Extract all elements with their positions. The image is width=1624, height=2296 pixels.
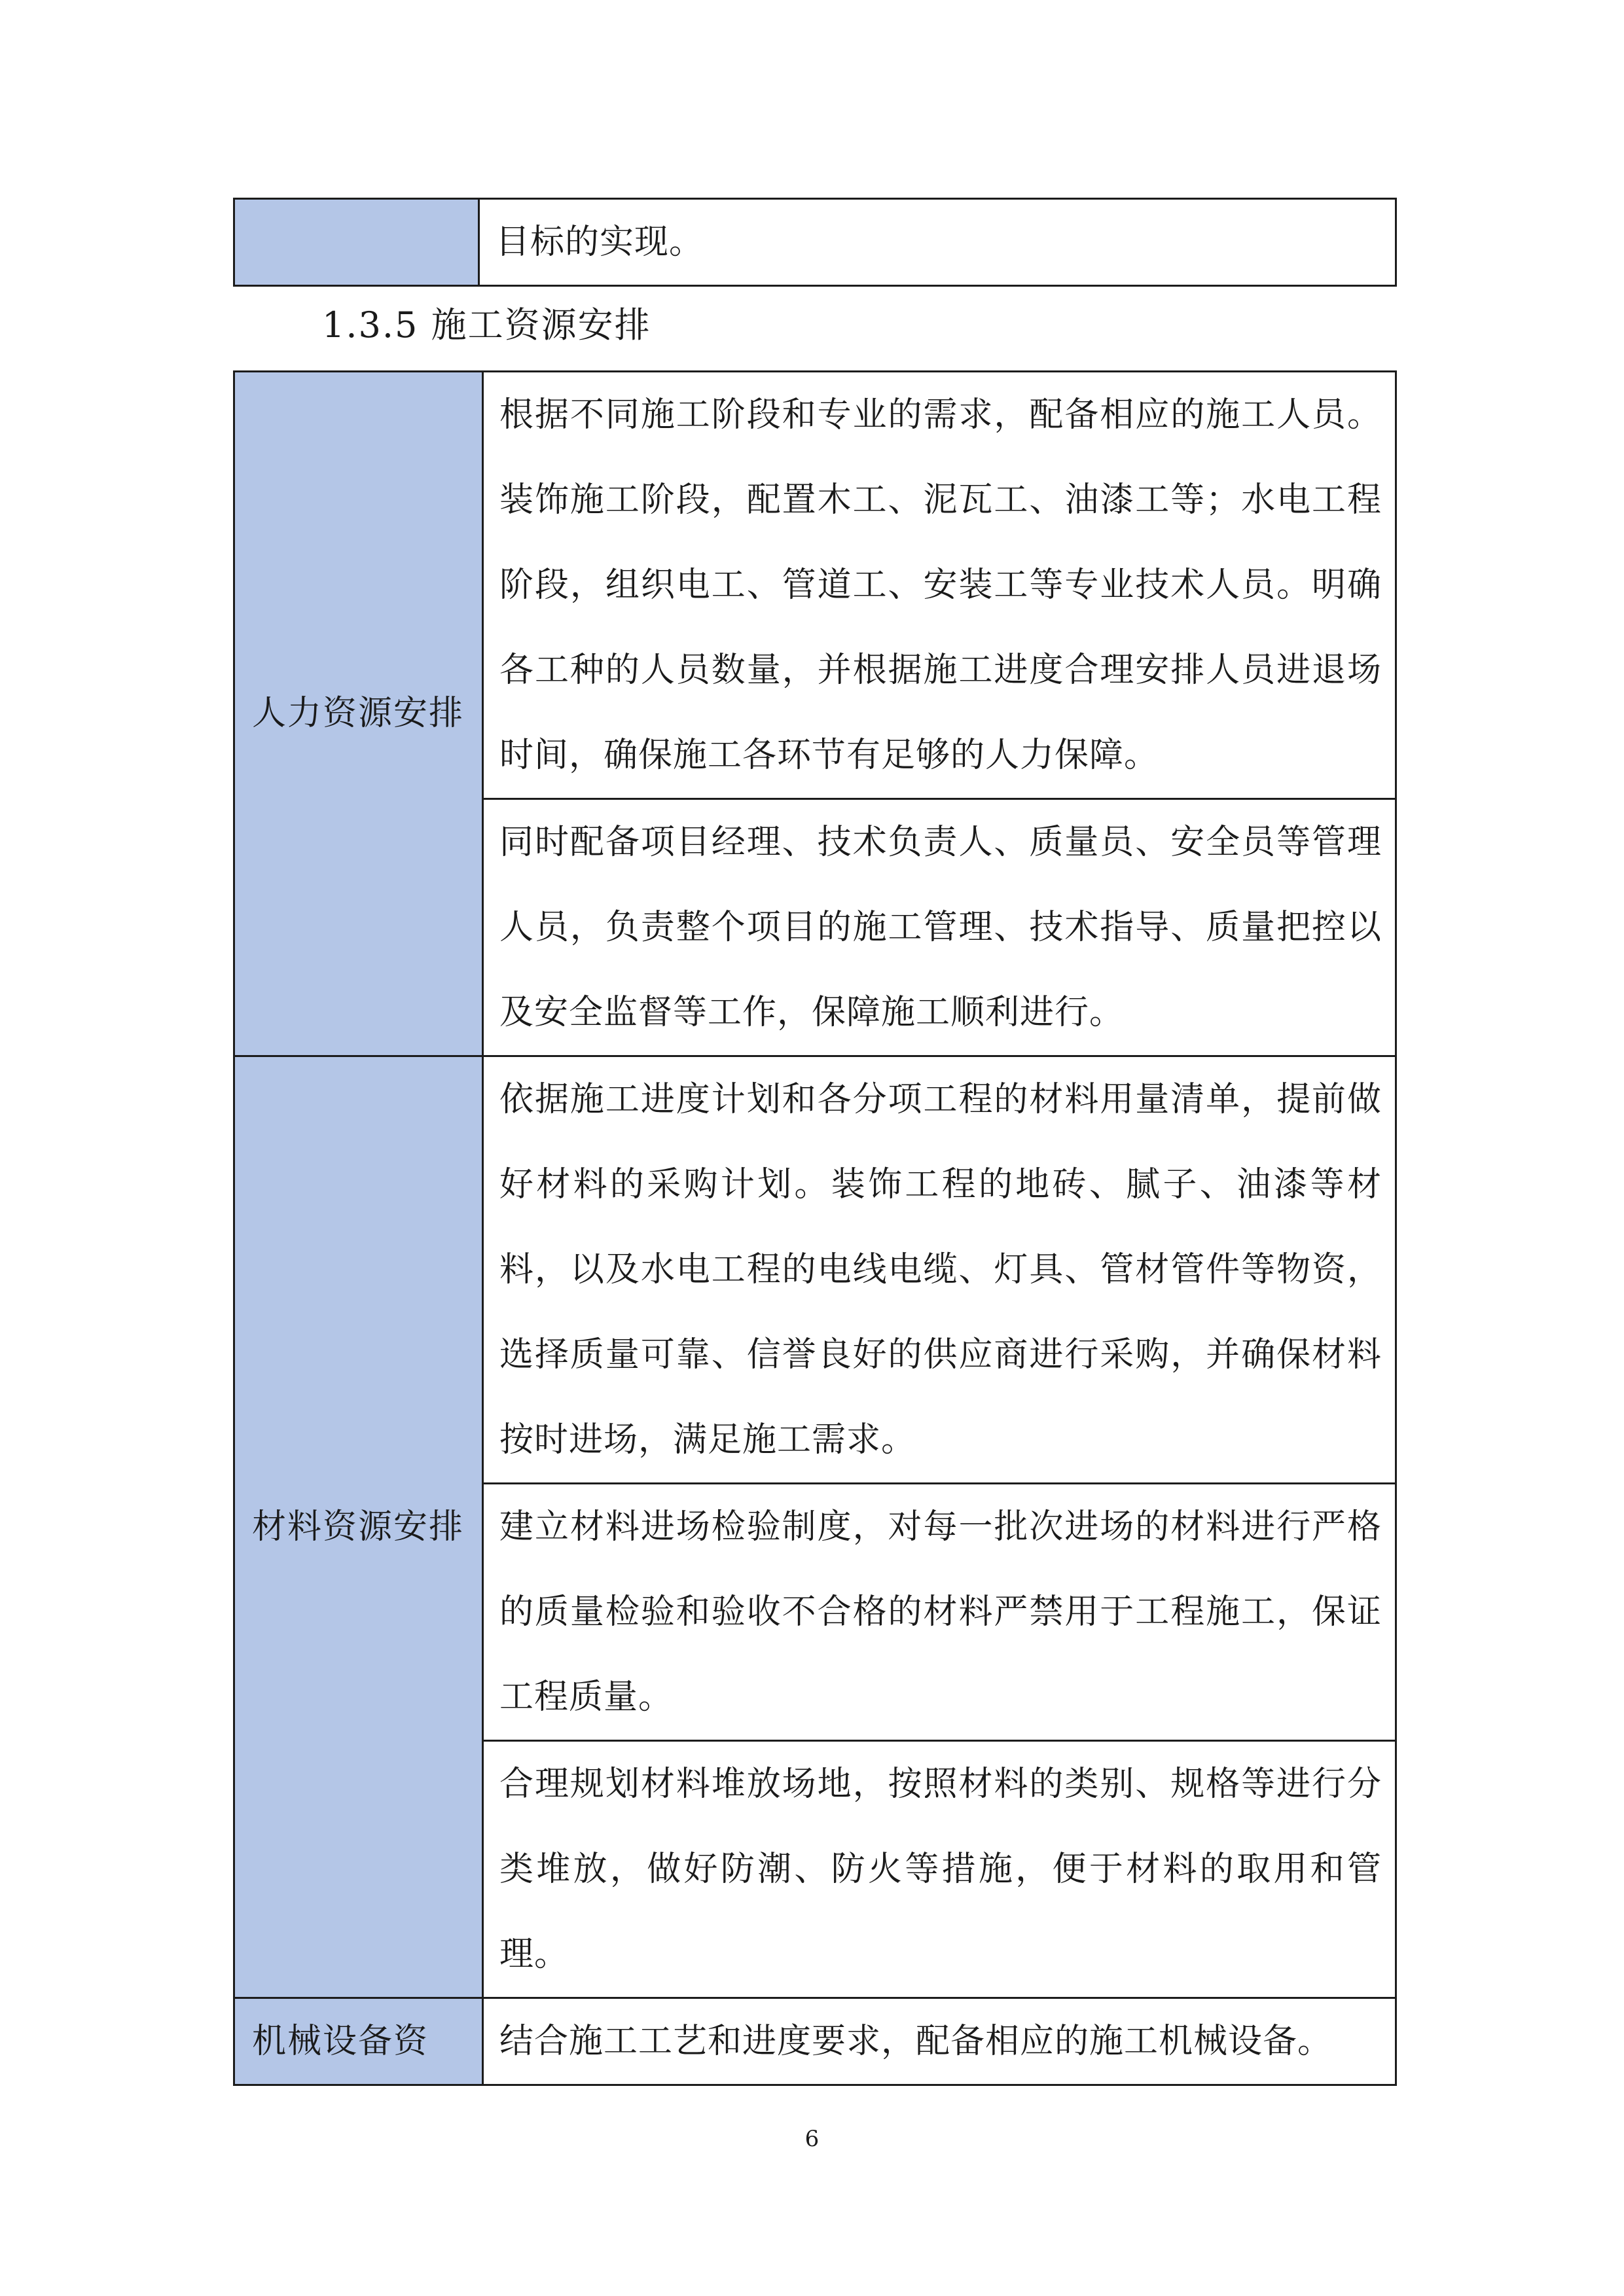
row-label-cell [234,199,479,286]
cell-paragraph: 建立材料进场检验制度，对每一批次进场的材料进行严格的质量检验和验收不合格的材料严禁用于工程施工，保证工程质量。 [483,1484,1396,1741]
table-row [234,372,1396,799]
cell-paragraph: 依据施工进度计划和各分项工程的材料用量清单，提前做好材料的采购计划。装饰工程的地砖、腻子、油漆等材料，以及水电工程的电线电缆、灯具、管材管件等物资，选择质量可靠、信誉良好的供应商进行采购，并确保材料按时进场，满足施工需求。 [483,1056,1396,1484]
table-row [234,1998,1396,2085]
cell-paragraph: 结合施工工艺和进度要求，配备相应的施工机械设备。 [483,1998,1396,2085]
cell-paragraph: 同时配备项目经理、技术负责人、质量员、安全员等管理人员，负责整个项目的施工管理、技术指导、质量把控以及安全监督等工作，保障施工顺利进行。 [483,799,1396,1056]
row-label-material: 材料资源安排 [234,1056,483,1998]
page-number: 6 [804,2126,820,2152]
cell-paragraph: 合理规划材料堆放场地，按照材料的类别、规格等进行分类堆放，做好防潮、防火等措施，便于材料的取用和管理。 [483,1741,1396,1998]
table-row [234,1056,1396,1484]
row-label-machine: 机械设备资 [234,1998,483,2085]
cell-paragraph: 根据不同施工阶段和专业的需求，配备相应的施工人员。装饰施工阶段，配置木工、泥瓦工、油漆工等；水电工程阶段，组织电工、管道工、安装工等专业技术人员。明确各工种的人员数量，并根据施工进度合理安排人员进退场时间，确保施工各环节有足够的人力保障。 [483,372,1396,799]
section-heading: 1.3.5 施工资源安排 [322,304,651,346]
continued-table [233,198,1397,287]
resource-table [233,370,1397,2086]
row-label-human: 人力资源安排 [234,372,483,1056]
table-row [234,199,1396,286]
row-content-cell: 目标的实现。 [479,199,1396,286]
